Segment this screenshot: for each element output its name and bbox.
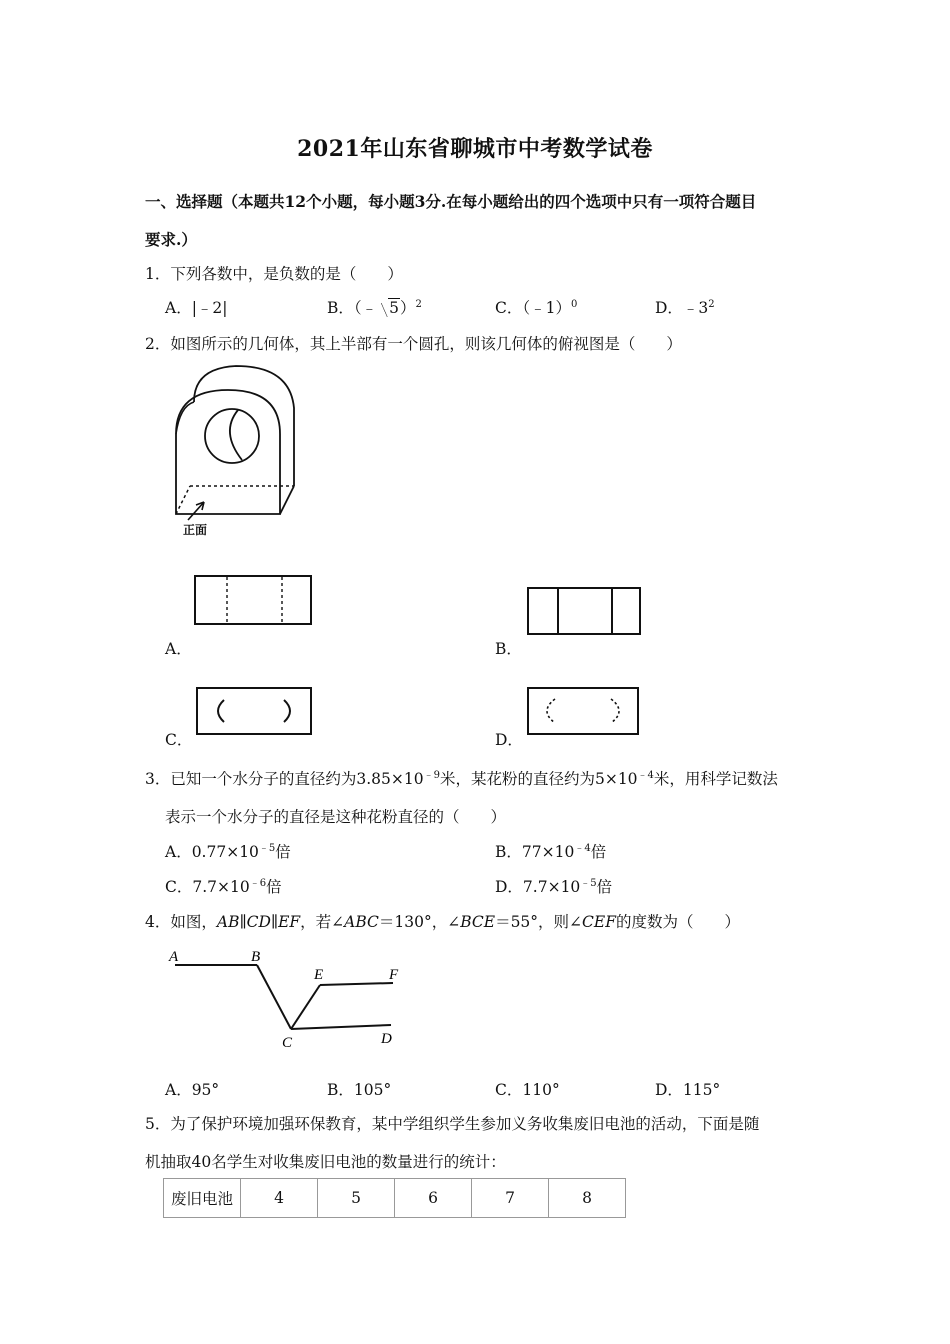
q2-stem: 2．如图所示的几何体，其上半部有一个圆孔，则该几何体的俯视图是（ ） [145, 335, 682, 353]
table-cell: 4 [241, 1179, 318, 1218]
q5-stem-line1: 5．为了保护环境加强环保教育，某中学组织学生参加义务收集废旧电池的活动，下面是随 [145, 1115, 760, 1133]
q1-stem: 1．下列各数中，是负数的是（ ） [145, 265, 403, 283]
table-cell: 5 [318, 1179, 395, 1218]
q2-option-c: C． [165, 731, 193, 749]
q2-option-d: D． [495, 731, 523, 749]
label-a: A [169, 949, 179, 965]
q4-option-c: C．110° [495, 1081, 560, 1099]
q2-view-b [527, 587, 643, 637]
table-cell: 8 [549, 1179, 626, 1218]
q2-view-a [194, 575, 314, 627]
front-label: 正面 [183, 523, 208, 537]
q3-option-a: A．$0.77\times 10^{﹣5}$倍 [165, 842, 291, 861]
q1-option-b: B．（﹣ 5）$^2$ [327, 298, 422, 317]
label-e: E [314, 967, 324, 983]
q2-view-c [196, 687, 314, 737]
q1-option-c: C．（﹣1）$^0$ [495, 298, 578, 317]
label-b: B [251, 949, 261, 965]
q1-option-d: D．$﹣3^2$ [655, 298, 715, 317]
label-f: F [389, 967, 399, 983]
q3-stem-line2: 表示一个水分子的直径是这种花粉直径的（ ） [165, 808, 507, 826]
q3-option-c: C．$7.7\times 10^{﹣6}$倍 [165, 877, 282, 896]
table-cell: 废旧电池 [164, 1179, 241, 1218]
solid-figure [170, 362, 305, 542]
table-row [164, 1179, 626, 1218]
q3-stem-line1: 3．已知一个水分子的直径约为$3.85\times 10^{﹣9}$米，某花粉的直径约为$5\times 10^{﹣4}$米，用科学记数法 [145, 769, 778, 788]
label-d: D [381, 1031, 392, 1047]
q3-option-b: B．$77\times 10^{﹣4}$倍 [495, 842, 607, 861]
q2-option-a: A． [165, 640, 192, 658]
q4-option-a: A．95° [165, 1081, 220, 1099]
page-title: 2021年山东省聊城市中考数学试卷 [297, 136, 653, 162]
q4-stem: 4．如图，AB∥CD∥EF，若∠ABC＝130°，∠BCE＝55°，则∠CEF的度数为（ ） [145, 913, 740, 931]
q5-stem-line2: 机抽取40名学生对收集废旧电池的数量进行的统计： [145, 1153, 506, 1171]
q2-option-b: B． [495, 640, 522, 658]
q4-option-b: B．105° [327, 1081, 392, 1099]
sqrt-sign: 5 [377, 299, 400, 317]
q4-option-d: D．115° [655, 1081, 721, 1099]
q1-option-a: A．|﹣2| [165, 299, 228, 317]
section-heading-line1: 一、选择题（本题共12个小题，每小题3分.在每小题给出的四个选项中只有一项符合题目 [145, 192, 757, 211]
section-heading-line2: 要求.） [145, 230, 197, 249]
battery-table [163, 1178, 626, 1218]
table-cell: 7 [472, 1179, 549, 1218]
parallel-lines-figure [165, 945, 405, 1055]
table-cell: 6 [395, 1179, 472, 1218]
label-c: C [282, 1035, 293, 1051]
q3-option-d: D．$7.7\times 10^{﹣5}$倍 [495, 877, 613, 896]
q2-view-d [527, 687, 641, 737]
